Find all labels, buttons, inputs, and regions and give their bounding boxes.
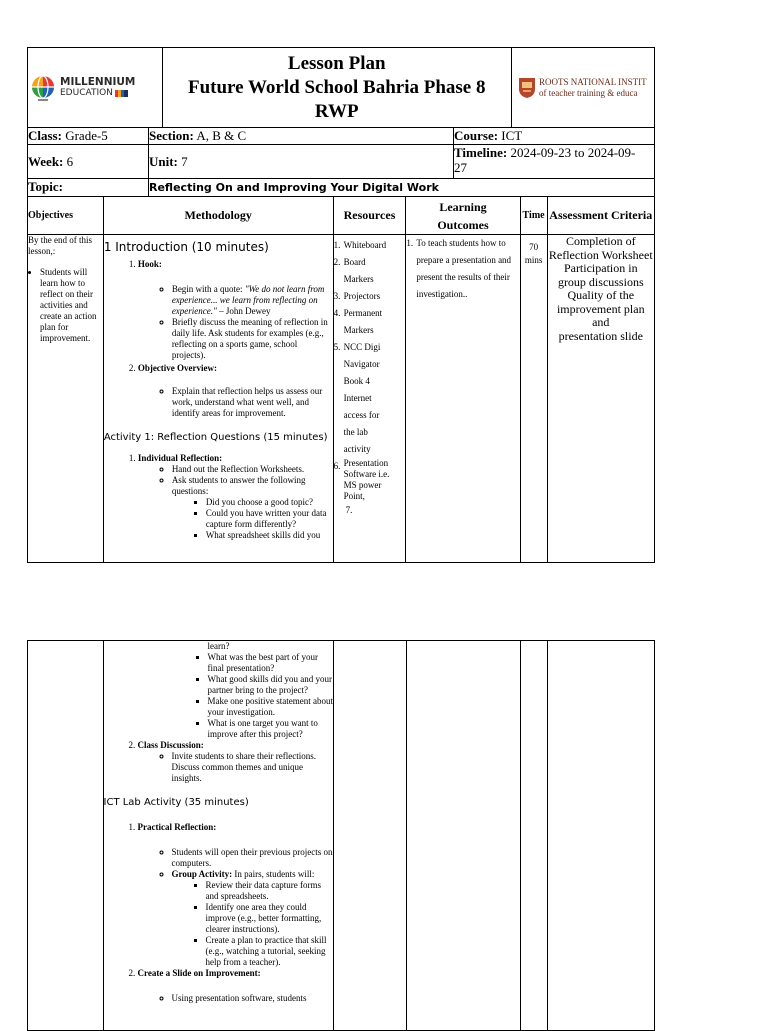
course-value: ICT (501, 128, 523, 143)
assessment-line: Quality of the (567, 288, 635, 302)
millennium-word: MILLENNIUM (60, 75, 136, 88)
objectives-cell (28, 235, 104, 563)
lab-list (104, 822, 334, 1004)
assessment-line: Completion of (565, 234, 636, 248)
activity1-list (104, 453, 333, 541)
objective-overview-text: ◦ Explain that reflection helps us assess our work, understand what went well, and identify areas for improvement. (172, 386, 333, 419)
section-value: A, B & C (196, 128, 247, 143)
ask-questions-text: Ask students to answer the following questions: (171, 475, 306, 496)
week-label: Week: (28, 153, 64, 169)
unit-label: Unit: (149, 153, 178, 169)
assessment-line: group discussions (557, 274, 644, 289)
individual-reflection-item (138, 453, 333, 541)
resource-number: 6. (333, 461, 341, 471)
resource-line: Presentation (343, 458, 389, 468)
objective-overview-item (138, 363, 333, 419)
col-assessment: Assessment Criteria (547, 197, 654, 235)
hook-discuss-item: ◦ Briefly discuss the meaning of reflection in daily life. Ask students for examples (e.g., reflecting on a sports game, school projects). (172, 317, 333, 361)
col-learning-outcomes (406, 197, 520, 235)
questions-list-page-2 (104, 652, 334, 740)
open-projects-item: ◦ Students will open their previous projects on computers. (172, 847, 334, 869)
content-row-page-1 (28, 235, 655, 563)
time-value: 70 (529, 242, 539, 252)
class-cell (28, 128, 149, 145)
column-header-row (28, 197, 655, 235)
learning-outcome-item (406, 235, 519, 303)
title-line-3: RWP (314, 100, 359, 122)
ask-questions-item (172, 475, 333, 541)
assessment-cell (547, 235, 654, 563)
resource-text (344, 237, 386, 254)
create-slide-label: Create a Slide on Improvement: (137, 968, 261, 978)
group-activity-item (172, 869, 334, 968)
time-unit: mins (524, 255, 543, 265)
time-cell-cont (520, 641, 547, 1031)
topic-value-cell (149, 179, 655, 197)
create-slide-text: ◦ Using presentation software, students (172, 993, 334, 1004)
info-table (27, 127, 655, 197)
resource-item (334, 288, 406, 305)
col-resources: Resources (333, 197, 406, 235)
questions-list-page-1 (172, 497, 333, 541)
resource-line: the lab (343, 427, 368, 437)
resource-line: Board (343, 257, 366, 267)
learning-outcomes-cell (406, 235, 520, 563)
header-table (27, 47, 655, 128)
create-slide-item (138, 968, 334, 1004)
class-discussion-text: ◦ Invite students to share their reflections. Discuss common themes and unique insights. (172, 751, 334, 784)
unit-value: 7 (181, 153, 188, 169)
resource-text (346, 502, 353, 519)
resource-text (344, 305, 383, 339)
time-cell (520, 235, 547, 563)
group-activity-text: In pairs, students will: (232, 869, 315, 879)
resource-number (334, 502, 346, 519)
timeline-value-end: 27 (454, 160, 467, 175)
resource-text (344, 288, 381, 305)
col-methodology: Methodology (103, 197, 333, 235)
resources-cell (333, 235, 406, 563)
resource-number: 3. (333, 291, 341, 301)
col-time: Time (520, 197, 547, 235)
resource-line: Internet (343, 393, 372, 403)
topic-label: Topic: (28, 179, 63, 194)
question-item: ▪ What is one target you want to improve after this project? (208, 718, 334, 740)
col-objectives: Objectives (28, 197, 104, 235)
col-learning-outcomes-line2: Outcomes (437, 217, 489, 232)
topic-label-cell (28, 179, 149, 197)
group-task-item: ▪ Identify one area they could improve (e.g., better formatting, clearer instructions). (206, 902, 334, 935)
resources-list (334, 235, 406, 519)
learning-outcome-number: 1. (406, 238, 414, 248)
methodology-cell-page-1 (103, 235, 333, 563)
resource-item (334, 254, 406, 288)
resource-line: Projectors (343, 291, 381, 301)
title-line-1: Lesson Plan (287, 52, 386, 74)
learning-outcome-text: To teach students how to prepare a presentation and present the results of their investigation.. (416, 238, 512, 299)
practical-sublist (138, 847, 334, 968)
class-value: Grade-5 (65, 128, 108, 143)
roots-line-1: ROOTS NATIONAL INSTIT (538, 76, 647, 87)
objectives-bullet: • Students will learn how to reflect on their activities and create an action plan for improvement. (40, 267, 103, 344)
practical-reflection-label: Practical Reflection: (137, 822, 217, 832)
class-label: Class: (28, 128, 62, 143)
intro-heading: 1 Introduction (10 minutes) (103, 240, 269, 254)
question-item: ▪ What spreadsheet skills did you (206, 530, 333, 541)
resources-cell-cont (334, 641, 407, 1031)
assessment-cell-cont (547, 641, 654, 1031)
lesson-plan-page-2 (27, 640, 655, 1031)
week-value: 6 (66, 153, 74, 169)
roots-crest-icon (518, 77, 536, 99)
question-item: ▪ Could you have written your data capture form differently? (206, 508, 333, 530)
activity1-heading: Activity 1: Reflection Questions (15 minutes) (103, 432, 328, 443)
practical-reflection-item (138, 822, 334, 968)
hook-quote-prefix: Begin with a quote: (171, 284, 245, 294)
resource-item (334, 237, 406, 254)
resource-line: Permanent (343, 308, 383, 318)
resource-line: access for (343, 410, 380, 420)
resource-line: Software i.e. (343, 469, 390, 479)
right-logo-cell (511, 48, 654, 128)
hook-item (138, 259, 333, 361)
individual-sublist (138, 464, 333, 541)
group-task-item: ▪ Create a plan to practice that skill (e.g., watching a tutorial, seeking help from a teacher). (206, 935, 334, 968)
topic-value: Reflecting On and Improving Your Digital Work (149, 181, 439, 194)
question-item: ▪ What good skills did you and your partner bring to the project? (208, 674, 334, 696)
resource-line: Markers (343, 274, 374, 284)
activity1-list-cont (104, 740, 334, 784)
roots-line-2: of teacher training & educa (538, 87, 638, 98)
class-discussion-sublist (138, 751, 334, 784)
intro-list (104, 259, 333, 419)
resource-line: activity (343, 444, 371, 454)
assessment-line: presentation slide (558, 328, 643, 343)
left-logo-cell (28, 48, 163, 128)
question-item: ▪ Make one positive statement about your investigation. (208, 696, 334, 718)
individual-reflection-label: Individual Reflection: (137, 453, 223, 463)
methodology-cell-page-2 (103, 641, 334, 1031)
resource-number: 4. (333, 308, 341, 318)
group-activity-label: Group Activity: (171, 869, 233, 879)
resource-line: MS power (343, 480, 382, 490)
brand-stripe-navy (124, 90, 128, 97)
resource-line: 7. (345, 505, 353, 515)
assessment-line: Participation in (563, 261, 638, 275)
resource-line: Whiteboard (343, 240, 387, 250)
question-item: ▪ Did you choose a good topic? (206, 497, 333, 508)
assessment-line: Reflection Worksheet (548, 247, 653, 262)
plan-table (27, 196, 655, 563)
objectives-intro: By the end of this lesson,: (28, 235, 92, 256)
handout-item: ◦ Hand out the Reflection Worksheets. (172, 464, 333, 475)
course-cell (454, 128, 655, 145)
section-label: Section: (149, 128, 194, 143)
hook-quote-author: – John Dewey (216, 306, 271, 316)
resource-text (344, 254, 374, 288)
resource-item (334, 502, 406, 519)
millennium-globe-icon (30, 74, 56, 102)
objective-overview-sublist (138, 386, 333, 419)
question-item: ▪ What was the best part of your final presentation? (208, 652, 334, 674)
resource-line: Book 4 (343, 376, 370, 386)
unit-cell (149, 145, 454, 179)
learning-outcomes-cell-cont (406, 641, 520, 1031)
hook-sublist (138, 284, 333, 361)
timeline-value: 2024-09-23 to 2024-09- (510, 145, 636, 160)
class-discussion-label: Class Discussion: (137, 740, 204, 750)
lab-heading: ICT Lab Activity (35 minutes) (103, 797, 249, 808)
resource-line: Markers (343, 325, 374, 335)
resource-text (344, 339, 381, 458)
title-cell (162, 48, 511, 128)
objectives-list (28, 267, 103, 344)
week-cell (28, 145, 149, 179)
timeline-cell (454, 145, 655, 179)
content-row-page-2 (28, 641, 655, 1031)
resource-line: NCC Digi (343, 342, 381, 352)
resource-item (334, 305, 406, 339)
col-learning-outcomes-line1: Learning (439, 199, 487, 214)
objectives-cell-cont (28, 641, 104, 1031)
resource-line: Point, (343, 491, 365, 501)
hook-quote-item (172, 284, 333, 317)
course-label: Course: (454, 128, 499, 143)
timeline-label: Timeline: (454, 145, 508, 160)
assessment-line: improvement plan and (556, 301, 645, 329)
lesson-plan-page-1 (27, 47, 655, 563)
question-continued: learn? (207, 641, 230, 651)
title-line-2: Future World School Bahria Phase 8 (187, 76, 486, 98)
resource-item (334, 339, 406, 458)
resource-number: 2. (333, 257, 341, 267)
objective-overview-label: Objective Overview: (137, 363, 218, 373)
resource-number: 1. (333, 240, 341, 250)
create-slide-sublist (138, 993, 334, 1004)
resource-number: 5. (333, 342, 341, 352)
hook-label: Hook: (137, 259, 162, 269)
section-cell (149, 128, 454, 145)
education-word: EDUCATION (60, 87, 113, 98)
resource-line: Navigator (343, 359, 380, 369)
resource-item (334, 458, 406, 502)
hook-quote-text: "We do not learn from experience... we learn from reflecting on experience." (171, 284, 325, 316)
resource-text (344, 458, 390, 502)
class-discussion-item (138, 740, 334, 784)
plan-table-continued (27, 640, 655, 1031)
group-activity-sublist (172, 880, 334, 968)
group-task-item: ▪ Review their data capture forms and spreadsheets. (206, 880, 334, 902)
